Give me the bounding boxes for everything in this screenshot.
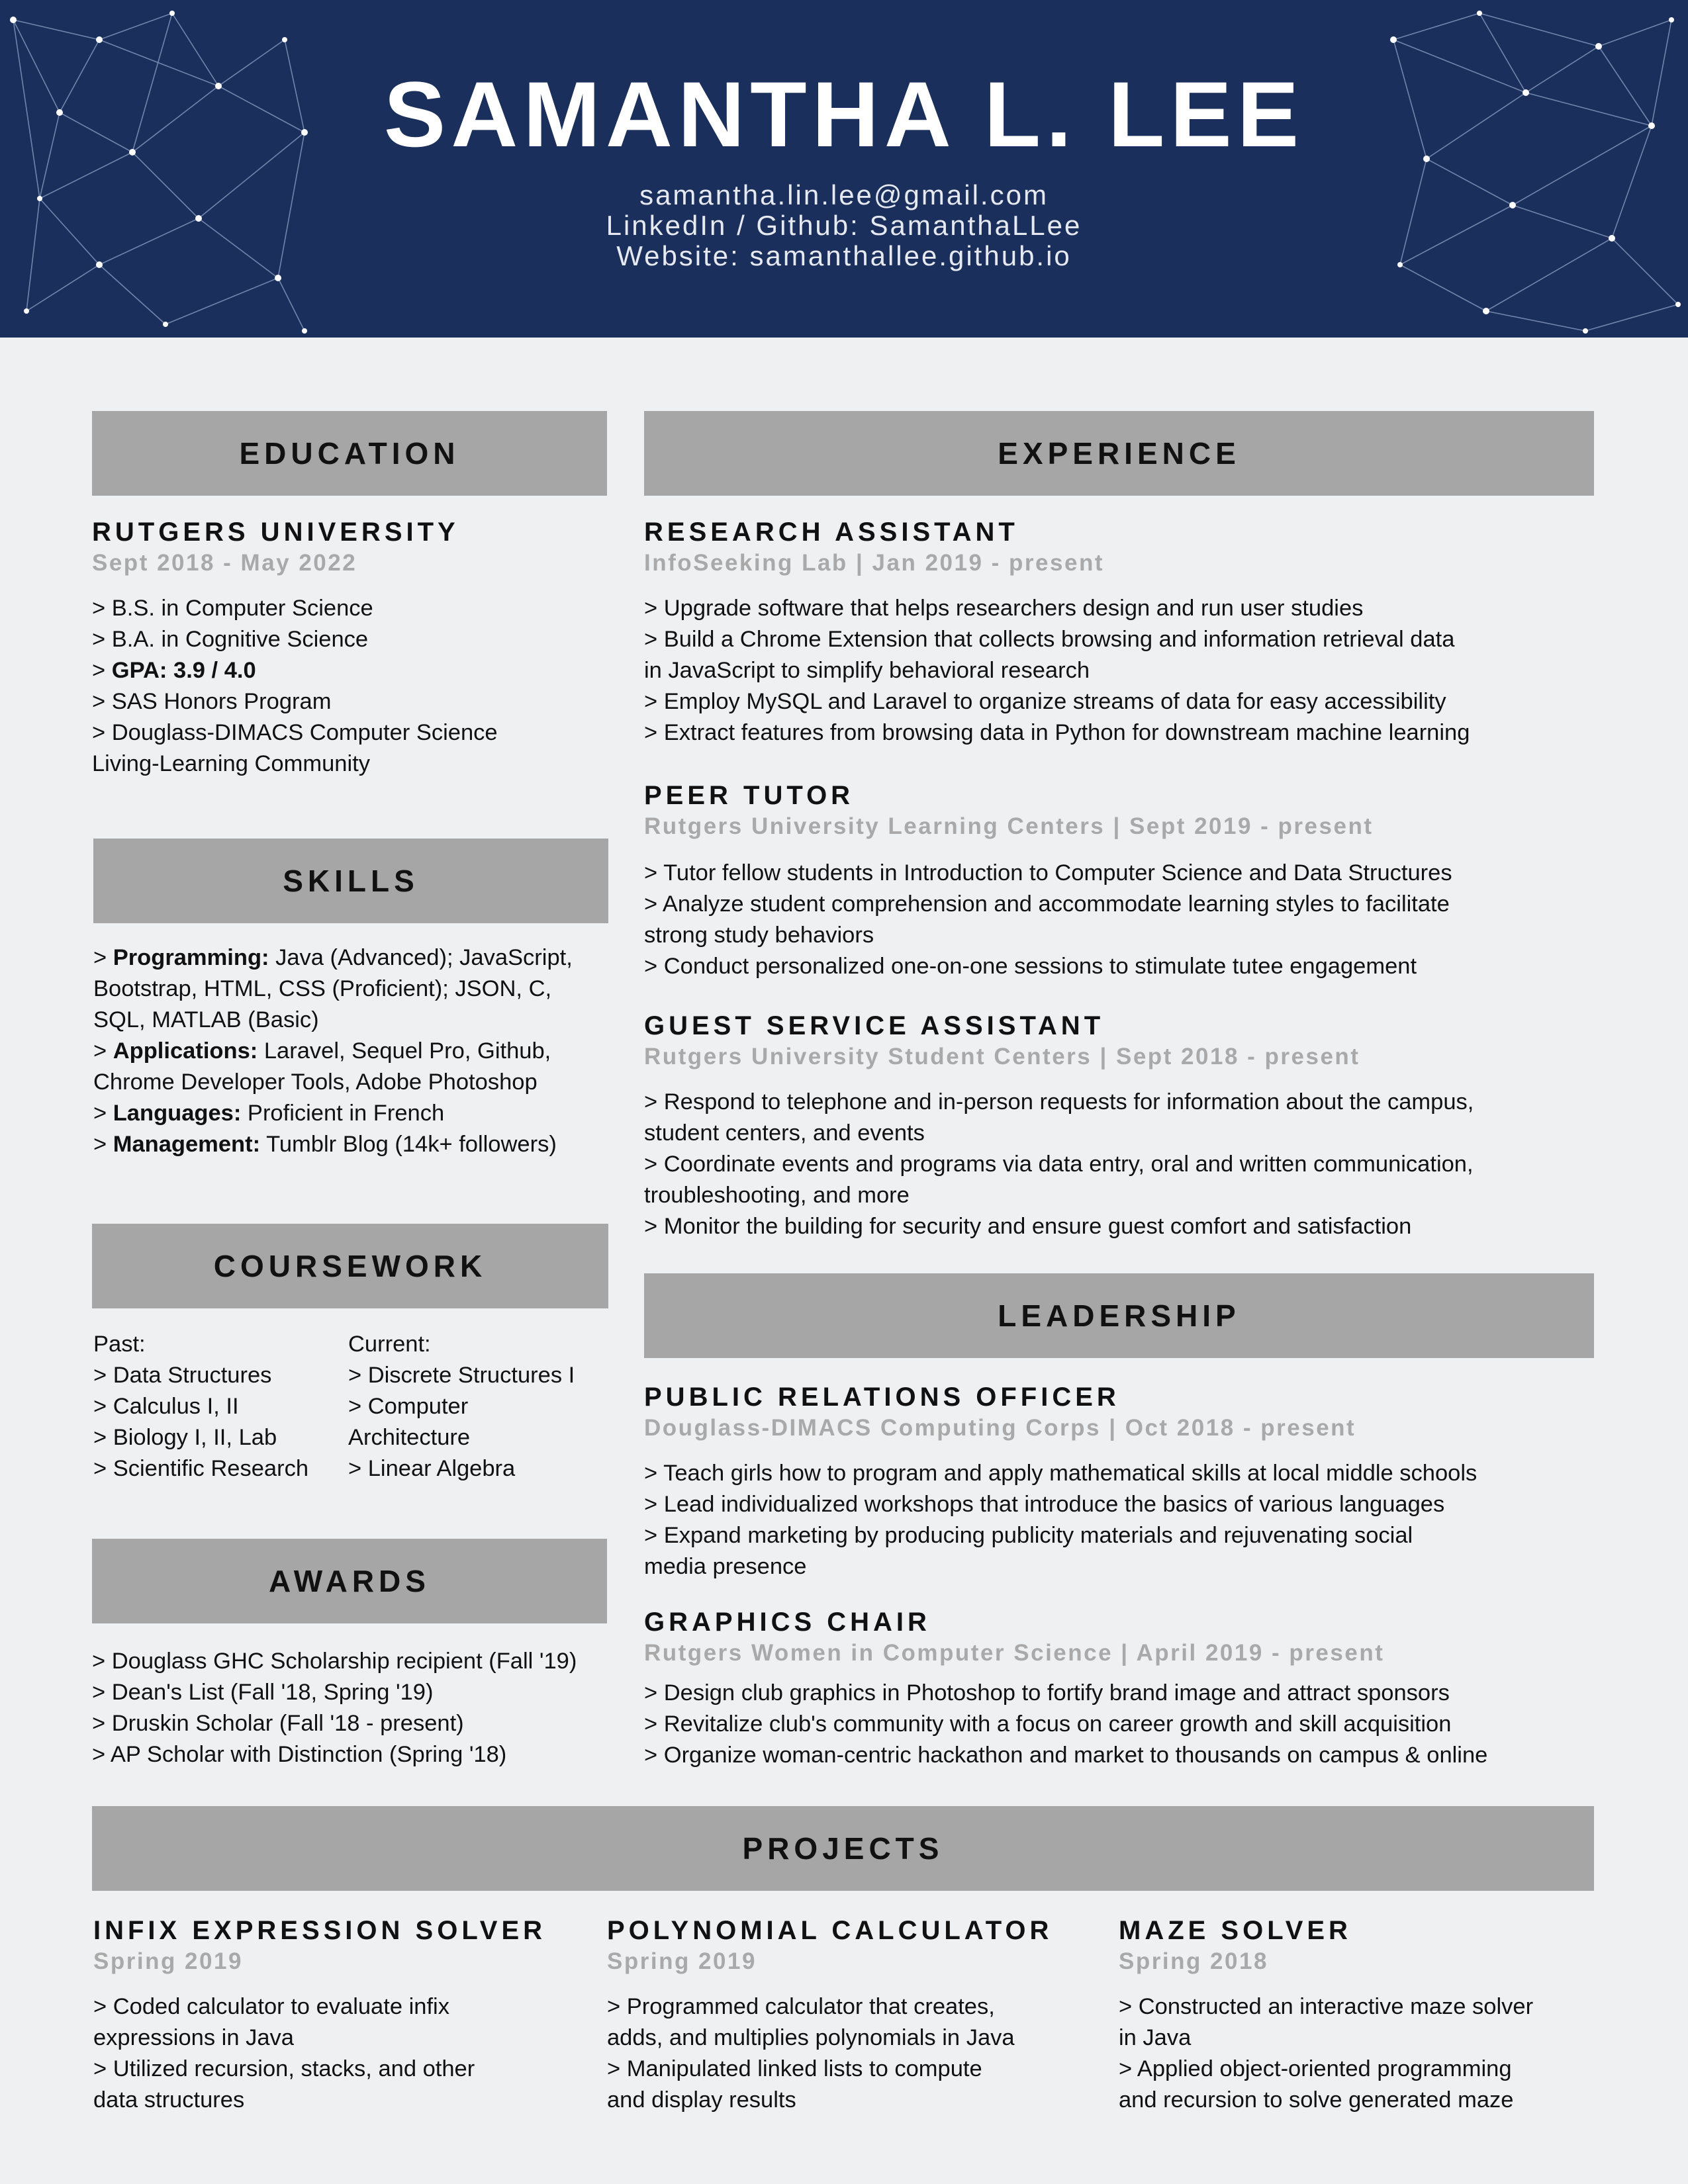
- course-item: > Discrete Structures I: [348, 1363, 575, 1388]
- role-bullet: media presence: [644, 1554, 807, 1579]
- course-item: > Data Structures: [93, 1363, 272, 1388]
- award-item: > Douglass GHC Scholarship recipient (Fall '19): [92, 1649, 577, 1674]
- project-bullet: > Programmed calculator that creates,: [607, 1994, 995, 2019]
- experience-heading: EXPERIENCE: [644, 411, 1594, 496]
- project-bullet: and display results: [607, 2087, 796, 2113]
- job-title: GUEST SERVICE ASSISTANT: [644, 1011, 1105, 1040]
- project-bullet: > Utilized recursion, stacks, and other: [93, 2056, 475, 2081]
- job-bullet: > Respond to telephone and in-person requests for information about the campus,: [644, 1089, 1474, 1115]
- job-bullet: student centers, and events: [644, 1120, 925, 1146]
- project-title: MAZE SOLVER: [1119, 1916, 1352, 1945]
- skill-languages: > Languages: Proficient in French: [93, 1101, 445, 1126]
- job-bullet: > Monitor the building for security and ensure guest comfort and satisfaction: [644, 1214, 1412, 1239]
- school-dates: Sept 2018 - May 2022: [92, 550, 357, 576]
- award-item: > Dean's List (Fall '18, Spring '19): [92, 1680, 434, 1705]
- list-item-continued: Living-Learning Community: [92, 751, 370, 776]
- education-heading: EDUCATION: [92, 411, 607, 496]
- project-bullet: > Constructed an interactive maze solver: [1119, 1994, 1534, 2019]
- skill-applications: > Applications: Laravel, Sequel Pro, Github,: [93, 1038, 551, 1064]
- job-bullet: > Build a Chrome Extension that collects browsing and information retrieval data: [644, 627, 1455, 652]
- skill-applications-cont: Chrome Developer Tools, Adobe Photoshop: [93, 1069, 538, 1095]
- website-link[interactable]: Website: samanthallee.github.io: [616, 240, 1072, 271]
- job-bullet: > Tutor fellow students in Introduction to Computer Science and Data Structures: [644, 860, 1452, 886]
- coursework-section: [93, 1329, 623, 1484]
- list-item: > B.S. in Computer Science: [92, 596, 373, 621]
- email-link[interactable]: samantha.lin.lee@gmail.com: [639, 179, 1049, 210]
- project-title: POLYNOMIAL CALCULATOR: [607, 1916, 1053, 1945]
- current-courses: [348, 1329, 575, 1484]
- award-item: > Druskin Scholar (Fall '18 - present): [92, 1711, 464, 1736]
- project-title: INFIX EXPRESSION SOLVER: [93, 1916, 547, 1945]
- network-pattern-right: [1374, 0, 1688, 338]
- job-bullet: in JavaScript to simplify behavioral research: [644, 658, 1090, 683]
- network-pattern-left: [0, 0, 314, 338]
- awards-heading: AWARDS: [92, 1539, 607, 1623]
- project-bullet: and recursion to solve generated maze: [1119, 2087, 1514, 2113]
- header-banner: [0, 0, 1688, 338]
- job-bullet: > Upgrade software that helps researchers design and run user studies: [644, 596, 1364, 621]
- role-bullet: > Organize woman-centric hackathon and market to thousands on campus & online: [644, 1743, 1488, 1768]
- project-date: Spring 2019: [93, 1948, 243, 1974]
- list-item: > SAS Honors Program: [92, 689, 332, 714]
- role-public-relations: [644, 1381, 1604, 1582]
- projects-heading: PROJECTS: [92, 1806, 1594, 1891]
- role-bullet: > Design club graphics in Photoshop to fortify brand image and attract sponsors: [644, 1680, 1450, 1706]
- project-bullet: > Applied object-oriented programming: [1119, 2056, 1512, 2081]
- skills-section: [93, 942, 623, 1160]
- school-name: RUTGERS UNIVERSITY: [92, 518, 459, 547]
- role-bullet: > Teach girls how to program and apply mathematical skills at local middle schools: [644, 1461, 1477, 1486]
- role-bullet: > Revitalize club's community with a focus on career growth and skill acquisition: [644, 1711, 1452, 1737]
- list-item: > B.A. in Cognitive Science: [92, 627, 369, 652]
- job-title: PEER TUTOR: [644, 781, 855, 810]
- job-bullet: troubleshooting, and more: [644, 1183, 910, 1208]
- job-bullet: > Analyze student comprehension and accommodate learning styles to facilitate: [644, 891, 1450, 917]
- course-item: > Calculus I, II: [93, 1394, 239, 1419]
- job-bullet: > Conduct personalized one-on-one sessions to stimulate tutee engagement: [644, 954, 1417, 979]
- job-title: RESEARCH ASSISTANT: [644, 518, 1019, 547]
- course-item: > Linear Algebra: [348, 1456, 516, 1481]
- project-date: Spring 2019: [607, 1948, 757, 1974]
- job-research-assistant: [644, 516, 1604, 749]
- skill-programming-cont: SQL, MATLAB (Basic): [93, 1007, 319, 1032]
- award-item: > AP Scholar with Distinction (Spring '18): [92, 1742, 507, 1767]
- job-bullet: > Coordinate events and programs via data entry, oral and written communication,: [644, 1152, 1474, 1177]
- job-bullet: strong study behaviors: [644, 923, 874, 948]
- project-maze-solver: [1119, 1915, 1622, 2116]
- coursework-heading: COURSEWORK: [92, 1224, 608, 1308]
- role-title: GRAPHICS CHAIR: [644, 1608, 931, 1637]
- social-link[interactable]: LinkedIn / Github: SamanthaLLee: [606, 210, 1082, 241]
- job-org-dates: InfoSeeking Lab | Jan 2019 - present: [644, 550, 1104, 576]
- role-org-dates: Rutgers Women in Computer Science | April 2019 - present: [644, 1640, 1385, 1666]
- leadership-heading: LEADERSHIP: [644, 1273, 1594, 1358]
- past-courses: [93, 1329, 348, 1484]
- project-bullet: adds, and multiplies polynomials in Java: [607, 2025, 1015, 2050]
- project-date: Spring 2018: [1119, 1948, 1268, 1974]
- skill-programming-cont: Bootstrap, HTML, CSS (Proficient); JSON, C,: [93, 976, 552, 1001]
- past-label: Past:: [93, 1332, 146, 1357]
- job-guest-service: [644, 1010, 1604, 1242]
- role-bullet: > Expand marketing by producing publicity materials and rejuvenating social: [644, 1523, 1413, 1548]
- project-bullet: > Coded calculator to evaluate infix: [93, 1994, 449, 2019]
- course-item: Architecture: [348, 1425, 471, 1450]
- skill-management: > Management: Tumblr Blog (14k+ followers): [93, 1132, 557, 1157]
- job-bullet: > Employ MySQL and Laravel to organize streams of data for easy accessibility: [644, 689, 1446, 714]
- course-item: > Biology I, II, Lab: [93, 1425, 277, 1450]
- current-label: Current:: [348, 1332, 431, 1357]
- candidate-name: SAMANTHA L. LEE: [383, 62, 1305, 166]
- contact-info: [314, 180, 1374, 271]
- job-org-dates: Rutgers University Student Centers | Sept 2018 - present: [644, 1044, 1360, 1069]
- job-org-dates: Rutgers University Learning Centers | Sept 2019 - present: [644, 813, 1374, 839]
- role-graphics-chair: [644, 1606, 1604, 1771]
- project-infix-solver: [93, 1915, 596, 2116]
- role-org-dates: Douglass-DIMACS Computing Corps | Oct 2018 - present: [644, 1415, 1356, 1441]
- course-item: > Scientific Research: [93, 1456, 309, 1481]
- list-item: > Douglass-DIMACS Computer Science: [92, 720, 498, 745]
- project-polynomial-calculator: [607, 1915, 1110, 2116]
- skill-programming: > Programming: Java (Advanced); JavaScript,: [93, 945, 573, 970]
- job-peer-tutor: [644, 780, 1604, 982]
- gpa-item: > GPA: 3.9 / 4.0: [92, 658, 256, 683]
- project-bullet: expressions in Java: [93, 2025, 294, 2050]
- job-bullet: > Extract features from browsing data in Python for downstream machine learning: [644, 720, 1470, 745]
- project-bullet: > Manipulated linked lists to compute: [607, 2056, 982, 2081]
- skills-heading: SKILLS: [93, 839, 608, 923]
- awards-section: [92, 1646, 622, 1770]
- education-section: [92, 516, 622, 780]
- project-bullet: data structures: [93, 2087, 245, 2113]
- role-bullet: > Lead individualized workshops that introduce the basics of various languages: [644, 1492, 1445, 1517]
- role-title: PUBLIC RELATIONS OFFICER: [644, 1383, 1120, 1412]
- project-bullet: in Java: [1119, 2025, 1192, 2050]
- course-item: > Computer: [348, 1394, 469, 1419]
